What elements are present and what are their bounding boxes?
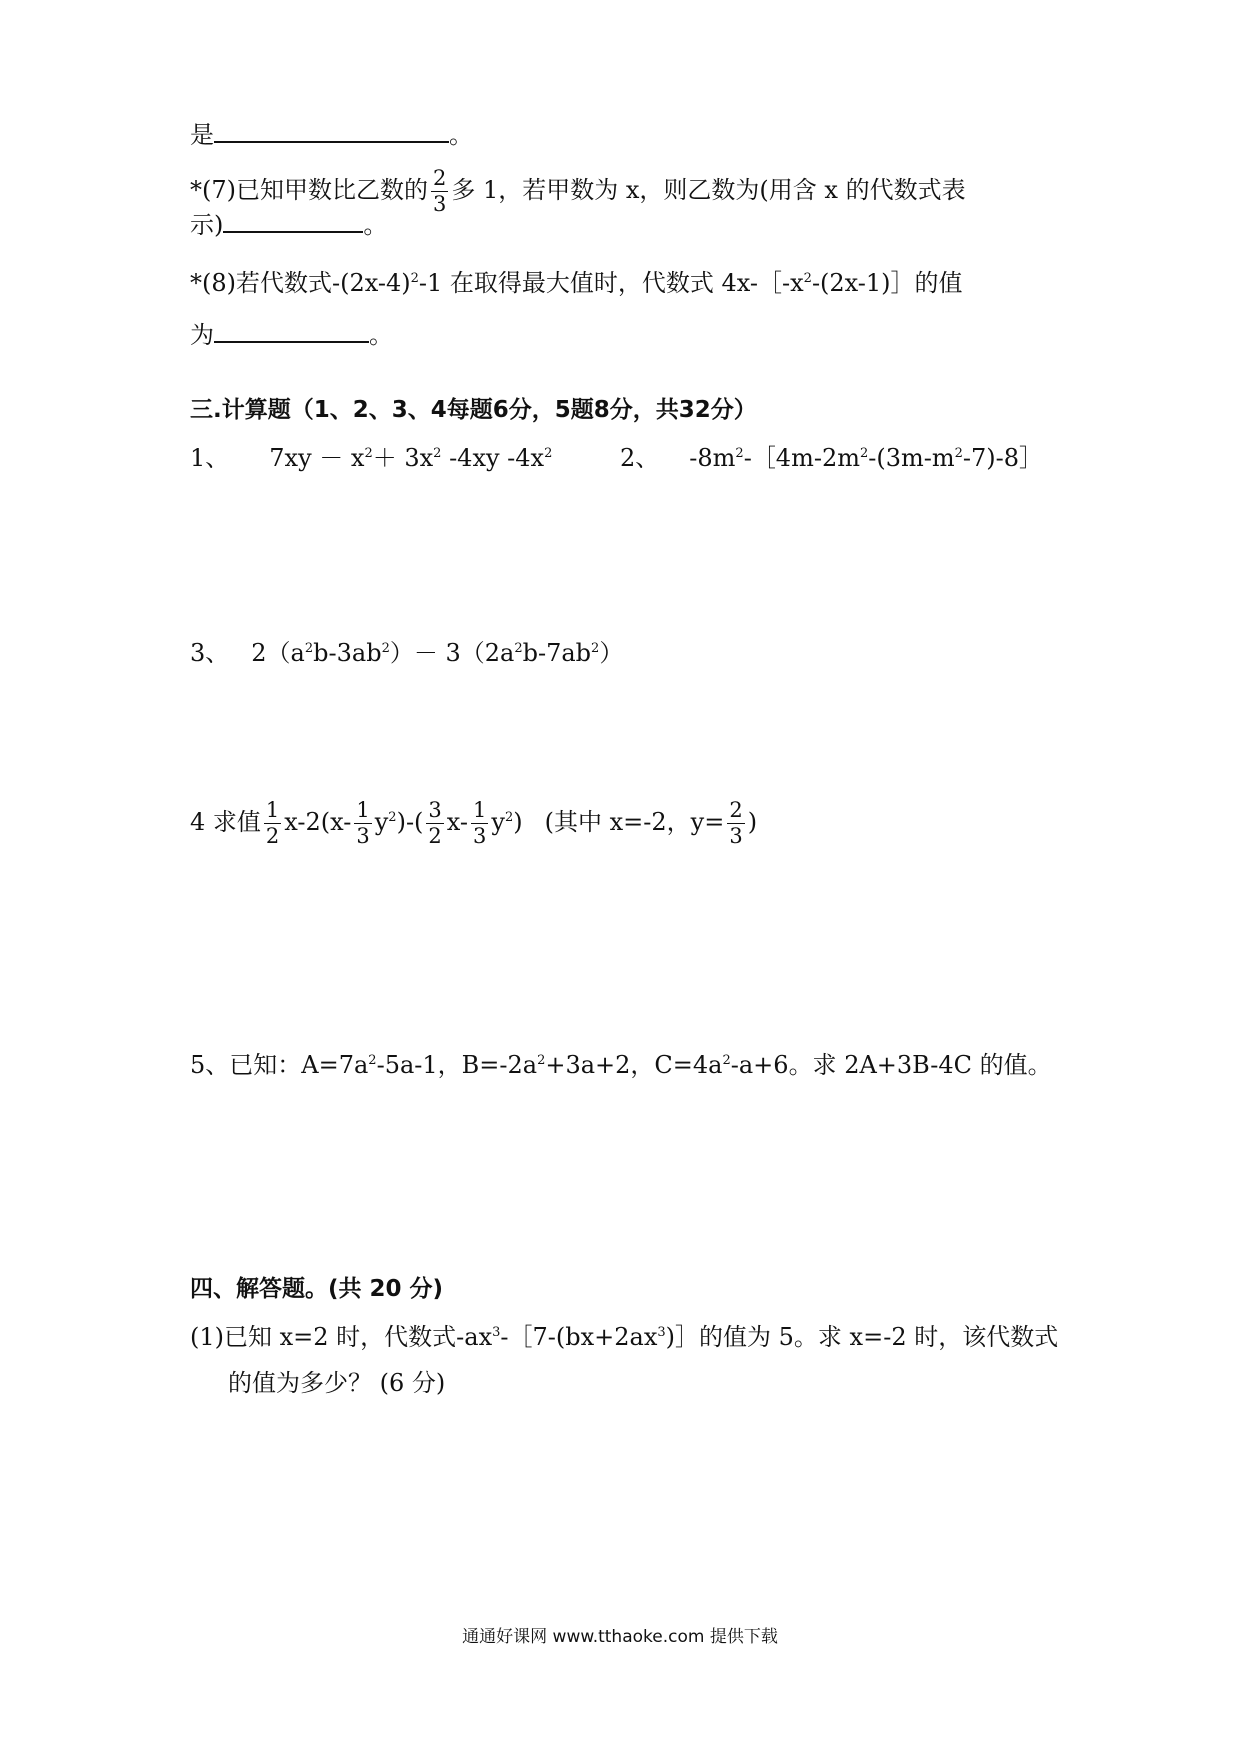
problem-4-frac-4 xyxy=(471,798,488,849)
problem-3-term-a: 2（a xyxy=(251,639,305,667)
q6-lead: 是 xyxy=(190,121,214,149)
q8-exp-1: 2 xyxy=(410,271,419,286)
section4-q1-exp-1: 3 xyxy=(492,1325,501,1340)
problem-1-term-a: 7xy － x xyxy=(269,444,365,472)
problem-4-term-d: x- xyxy=(446,808,469,836)
section4-q1-line1 xyxy=(190,1320,1060,1354)
problem-4-frac-5-den: 3 xyxy=(729,824,743,848)
problem-1-term-b: ＋ 3x xyxy=(372,444,434,472)
section4-q1-exp-2: 3 xyxy=(657,1325,666,1340)
problem-4-term-b: y xyxy=(374,808,389,836)
q8-text-4: 为 xyxy=(190,321,214,349)
q7-end: 。 xyxy=(363,211,388,239)
q7-frac-num: 2 xyxy=(433,166,447,190)
problem-3-term-d: b-7ab xyxy=(522,639,592,667)
q7-line2 xyxy=(190,205,1060,242)
problem-5-term-b: -5a-1，B=-2a xyxy=(376,1051,538,1079)
q8-line1 xyxy=(190,266,1060,300)
problem-4-frac-1-den: 2 xyxy=(265,824,280,848)
q7-text-2: 多 1，若甲数为 x，则乙数为(用含 x 的代数式表 xyxy=(451,176,966,204)
problem-3-term-e: ） xyxy=(599,639,624,667)
q7-text-1: *(7)已知甲数比乙数的 xyxy=(190,176,428,204)
q8-end: 。 xyxy=(369,321,393,349)
problem-4-frac-5-num: 2 xyxy=(729,798,743,822)
problem-1-number: 1、 xyxy=(190,444,230,472)
q7-frac-den: 3 xyxy=(433,192,447,216)
problem-4-frac-2-num: 1 xyxy=(356,798,370,822)
problem-2-exp-2: 2 xyxy=(859,446,869,461)
problem-4-term-f: ) xyxy=(513,808,523,836)
problem-4-frac-2 xyxy=(354,798,371,849)
q8-line2 xyxy=(190,315,1060,352)
q8-answer-blank[interactable] xyxy=(214,315,369,343)
problem-1-exp-2: 2 xyxy=(433,446,442,461)
problem-4-frac-5 xyxy=(727,798,744,849)
problem-4-lead: 4 求值 xyxy=(190,808,261,836)
q8-text-3: -(2x-1)］的值 xyxy=(811,269,963,297)
problem-4 xyxy=(190,792,1060,852)
problem-4-condition: (其中 x=-2，y= xyxy=(544,808,725,836)
problem-2-term-b: -［4m-2m xyxy=(743,444,860,472)
q8-text-1: *(8)若代数式-(2x-4) xyxy=(190,269,411,297)
problem-2-exp-3: 2 xyxy=(954,446,963,461)
problem-4-frac-2-den: 3 xyxy=(356,824,370,848)
problem-5-term-a: 5、已知：A=7a xyxy=(190,1051,369,1079)
problem-4-frac-4-num: 1 xyxy=(473,798,487,822)
q6-end: 。 xyxy=(449,121,473,149)
problem-5 xyxy=(190,1048,1060,1082)
problem-4-exp-2: 2 xyxy=(504,810,514,825)
problem-4-frac-3-num: 3 xyxy=(428,798,442,822)
problem-4-term-h: ) xyxy=(747,808,758,836)
problem-1-exp-3: 2 xyxy=(544,446,553,461)
section4-heading: 四、解答题。(共 20 分) xyxy=(190,1276,444,1302)
q7-text-3: 示) xyxy=(190,211,224,239)
problem-4-term-e: y xyxy=(491,808,505,836)
section4-q1-term-b: -［7-(bx+2ax xyxy=(500,1323,658,1351)
problem-4-frac-3 xyxy=(426,798,443,849)
problem-1-exp-1: 2 xyxy=(364,446,373,461)
section4-q1-line2: 的值为多少？ (6 分) xyxy=(228,1369,446,1397)
problem-5-exp-3: 2 xyxy=(722,1053,731,1068)
q8-exp-2: 2 xyxy=(803,271,812,286)
problem-5-term-d: -a+6。求 2A+3B-4C 的值。 xyxy=(730,1051,1052,1079)
problem-3-exp-1: 2 xyxy=(304,641,314,656)
problem-4-frac-1 xyxy=(264,798,281,849)
section4-q1-term-c: )］的值为 5。求 x=-2 时，该代数式 xyxy=(665,1323,1059,1351)
problem-3-term-b: b-3ab xyxy=(313,639,382,667)
problem-4-exp-1: 2 xyxy=(388,810,397,825)
problem-4-term-a: x-2(x- xyxy=(284,808,352,836)
q6-answer-line xyxy=(190,115,1060,152)
page-footer: 通通好课网 www.tthaoke.com 提供下载 xyxy=(462,1627,778,1647)
q7-answer-blank[interactable] xyxy=(223,205,363,233)
q8-text-2: -1 在取得最大值时，代数式 4x-［-x xyxy=(418,269,804,297)
section3-heading: 三.计算题（1、2、3、4每题6分，5题8分，共32分） xyxy=(190,397,757,423)
problem-3-exp-2: 2 xyxy=(381,641,390,656)
problem-2-number: 2、 xyxy=(620,444,660,472)
problem-2-exp-1: 2 xyxy=(735,446,744,461)
problem-3-term-c: ）－ 3（2a xyxy=(389,639,515,667)
problem-4-term-c: )-( xyxy=(396,808,424,836)
problem-4-frac-4-den: 3 xyxy=(473,824,487,848)
section4-q1-term-a: (1)已知 x=2 时，代数式-ax xyxy=(190,1323,493,1351)
problem-5-term-c: +3a+2，C=4a xyxy=(545,1051,723,1079)
problem-3 xyxy=(190,636,1060,670)
problem-1-term-c: -4xy -4x xyxy=(441,444,545,472)
problem-5-exp-1: 2 xyxy=(368,1053,377,1068)
problem-2-term-a: -8m xyxy=(689,444,736,472)
problem-3-exp-3: 2 xyxy=(514,641,523,656)
problem-2-term-d: -7)-8］ xyxy=(962,444,1044,472)
problem-5-exp-2: 2 xyxy=(537,1053,546,1068)
problem-3-number: 3、 xyxy=(190,639,230,667)
problem-4-frac-3-den: 2 xyxy=(428,824,442,848)
problem-2 xyxy=(620,441,1060,475)
problem-3-exp-4: 2 xyxy=(591,641,600,656)
q6-answer-blank[interactable] xyxy=(214,115,449,143)
problem-2-term-c: -(3m-m xyxy=(868,444,955,472)
problem-4-frac-1-num: 1 xyxy=(265,798,280,822)
